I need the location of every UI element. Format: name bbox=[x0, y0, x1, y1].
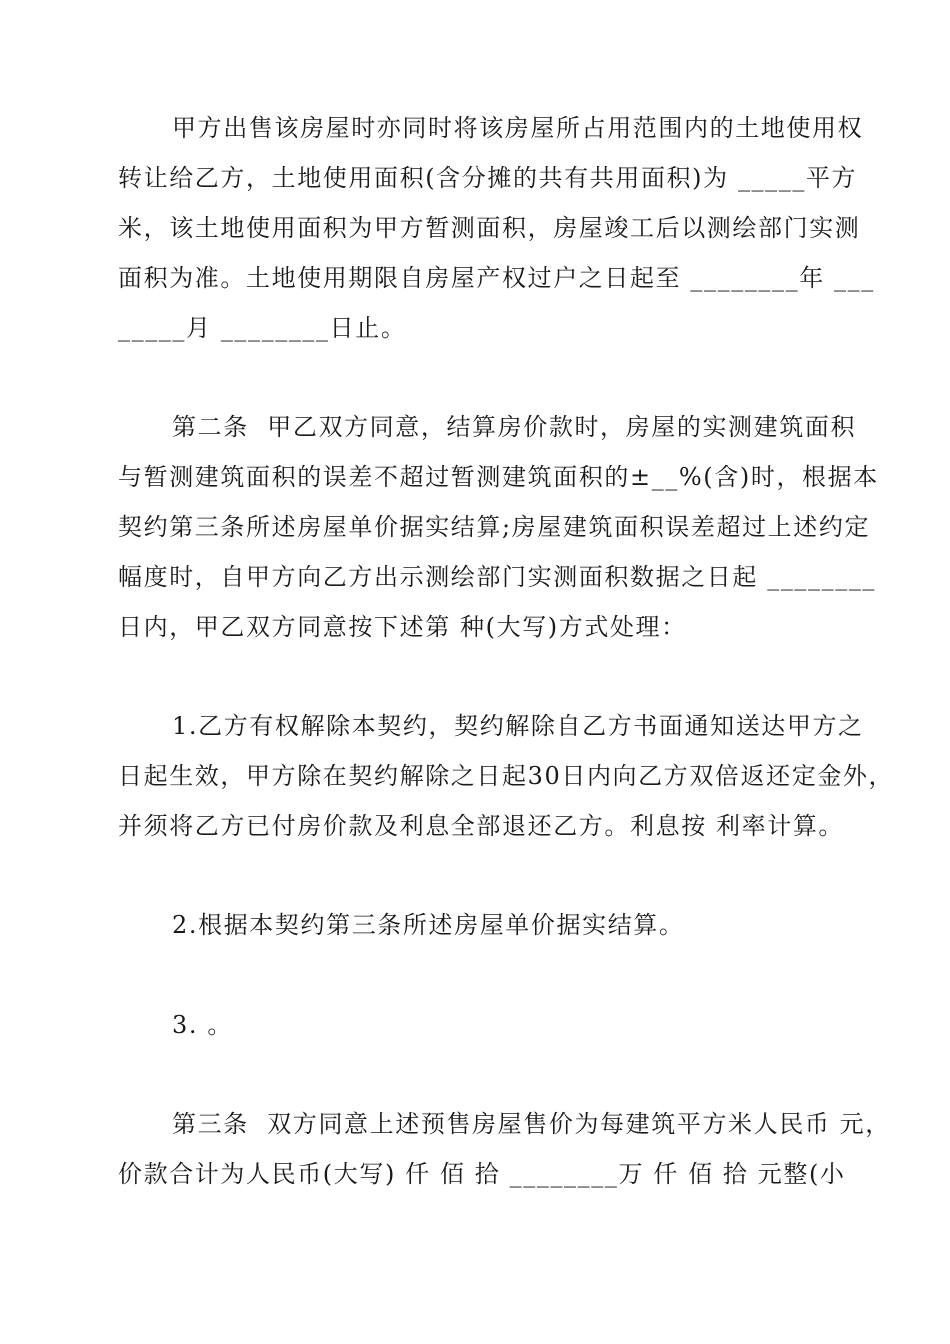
text-line: 甲方出售该房屋时亦同时将该房屋所占用范围内的土地使用权 bbox=[172, 114, 864, 142]
text-line: 幅度时，自甲方向乙方出示测绘部门实测面积数据之日起 ________ bbox=[118, 563, 877, 591]
text-line: 转让给乙方，土地使用面积(含分摊的共有共用面积)为 _____平方 bbox=[118, 164, 858, 192]
text-line: 并须将乙方已付房价款及利息全部退还乙方。利息按 利率计算。 bbox=[118, 812, 845, 840]
text-line: 价款合计为人民币(大写) 仟 佰 拾 ________万 仟 佰 拾 元整(小 bbox=[118, 1160, 846, 1188]
text-line: 3. 。 bbox=[172, 1011, 233, 1039]
text-line: 日起生效，甲方除在契约解除之日起30日内向乙方双倍返还定金外， bbox=[118, 762, 895, 790]
article-heading-line: 第三条 双方同意上述预售房屋售价为每建筑平方米人民币 元， bbox=[172, 1110, 891, 1138]
text-line: 日内，甲乙双方同意按下述第 种(大写)方式处理： bbox=[118, 613, 687, 641]
text-line: 契约第三条所述房屋单价据实结算;房屋建筑面积误差超过上述约定 bbox=[118, 513, 871, 541]
text-line: 面积为准。土地使用期限自房屋产权过户之日起至 ________年 ___ bbox=[118, 264, 875, 292]
text-line: 与暂测建筑面积的误差不超过暂测建筑面积的±__%(含)时，根据本 bbox=[118, 463, 879, 491]
text-line: 米，该土地使用面积为甲方暂测面积，房屋竣工后以测绘部门实测 bbox=[118, 214, 861, 242]
text-line: 1.乙方有权解除本契约，契约解除自乙方书面通知送达甲方之 bbox=[172, 712, 864, 740]
text-line: _____月 ________日止。 bbox=[118, 314, 407, 342]
article-heading-line: 第二条 甲乙双方同意，结算房价款时，房屋的实测建筑面积 bbox=[172, 413, 857, 441]
text-line: 2.根据本契约第三条所述房屋单价据实结算。 bbox=[172, 911, 685, 939]
